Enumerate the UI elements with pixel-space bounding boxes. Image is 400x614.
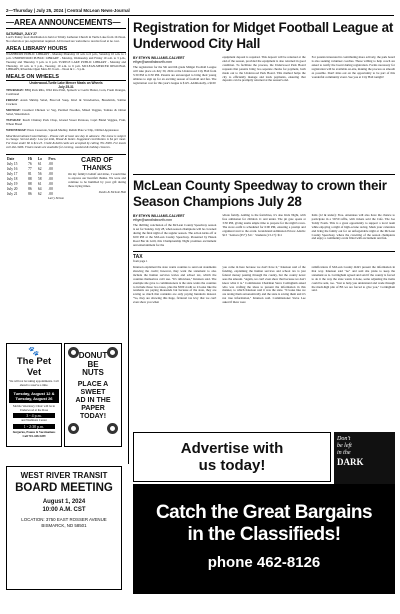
donut-subline: PLACE A SWEET AD IN THE PAPER TODAY! — [75, 380, 111, 420]
donut-headline: DONUT BE NUTS — [78, 351, 108, 377]
meals-dates: July 25-31 — [58, 85, 74, 90]
weather-cell: July 18 — [7, 177, 18, 182]
weather-table — [6, 157, 64, 197]
article-body: equipment deposit is required. This deposit will be returned at the end of the season, provided the equipment is also returned in good condition. To facilitate the process, the Underwood Park Board requests that parents bring two separate checks for payment, both made out to the Underwood Park Board. This method helps the city to efficiently manage and track payments, ensuring that deposits can be promptly returned at the season's end. — [222, 55, 306, 83]
pet-vet-dates: Tuesday, August 12 & Tuesday, August 26 — [9, 389, 59, 403]
article-speedway — [133, 174, 395, 428]
announcements-title: —AREA ANNOUNCEMENTS— — [6, 18, 126, 29]
article-body: The thrilling conclusion of the McLean County Speedway season is set for Sunday, July 28, when season champions will be crowned during the final night of the regular season. The action kicks off at 6:00 PM at the McLean County Speedway. Presented by Hazen Road Bar & Grill, this Championship Night promises excitement and entertainment for the — [133, 223, 217, 247]
article-body: you come in here because we don't have it," Knutson said of the funding, explaining the human services and school tax is just federal money passing through the county, but the county never sees the amount. "Again, we can't even show that because we don't know what it is." Commission Chairman Steve Cottingham asked who was crafting the ideas to present the information in this manner, to which Knutson said it was the state. "It looks like we are taxing them astronomically and the state is saving them and it's not true information," Knutson said. Commissioner Steve Lee asked if there were — [222, 265, 306, 305]
advertise-line-2: us today! — [198, 457, 266, 474]
classifieds-phone: phone 462-8126 — [207, 554, 321, 571]
transit-meeting-notice — [6, 466, 122, 590]
dark-ad-line-4: DARK — [337, 457, 364, 467]
weather-box — [6, 157, 64, 201]
transit-city: BISMARCK, ND 58501 — [41, 523, 87, 528]
pet-vet-services: Surgeries, Exams & Vaccinations — [12, 429, 56, 434]
meal-thursday: THURSDAY: BBQ Pork Ribs, Wild Rice Pilaf, Spinach w/ Garlic Butter, Corn, Fresh Oranges, Cornbread — [6, 88, 126, 97]
thanks-signature: Dustin & Nichole Holt — [98, 189, 126, 194]
weather-header: Lo — [37, 157, 43, 162]
weather-cell: 86 — [28, 187, 32, 192]
donut-icon — [68, 423, 79, 434]
meals-title: MEALS ON WHEELS — [6, 75, 126, 81]
donut-icon — [107, 347, 118, 358]
weather-cell: 62 — [37, 167, 42, 172]
transit-location: LOCATION: 3750 EAST ROSSER AVENUE — [21, 517, 107, 522]
weather-cell: July 17 — [7, 172, 18, 177]
weather-cell: 86 — [28, 192, 32, 197]
weather-cell: .00 — [48, 182, 53, 187]
meal-monday: MONDAY: Creamed Chicken w/ Veg, Parslied Noodles, Mixed Veggies, Tomato & Onion Salad, Watermelon — [6, 107, 126, 116]
pet-vet-phone: Call 701-448-5289 — [22, 433, 46, 438]
pet-vet-text: We will not be taking appointments. Call ahead to reserve a time. — [9, 379, 59, 387]
dark-ad-line-3: in the — [337, 450, 351, 456]
thanks-title: CARD OF THANKS — [81, 157, 113, 173]
weather-cell: .00 — [48, 167, 53, 172]
weather-cell: 88 — [28, 177, 32, 182]
library-hours-text: WASHBURN PUBLIC LIBRARY - Monday-Thursday 10 a.m. to 6 p.m., Saturday 10 a.m. to 1 p.m. UNDERWOOD PUBLIC LIBRARY - Monday, Wednesday and Friday 10 a.m. to 3 p.m., Tuesday and Thursday 3 p.m. to 6 p.m. TURTLE LAKE PUBLIC LIBRARY - Monday and Thursday, 10 a.m. to 5 p.m., Tuesday, 10 a.m. to 6 p.m. MCLEAN-MERCER REGIONAL LIBRARY, Riverdale Open Mon-Fri 9 a.m. - Noon & 1 - 5 p.m. — [6, 51, 126, 72]
weather-header: Hi — [28, 157, 32, 162]
thanks-text: On my family's behalf and mine, I would like to express our heartfelt thanks. We were and continue to be humbled by your gift during these trying times. — [68, 172, 126, 188]
weather-cell: July 19 — [7, 182, 18, 187]
pet-vet-location: Mobile Veterinary Clinic will be in Underwood at the Rose — [12, 404, 56, 412]
weather-cell: July 20 — [7, 187, 18, 192]
weather-cell: .00 — [48, 162, 53, 167]
pet-vet-ad — [6, 343, 62, 447]
donut-icon — [68, 347, 79, 358]
weather-cell: 88 — [28, 182, 32, 187]
article-body: whole family. Adding to the festivities, it's also Kids Night, with free admission for children 11 and under. The pit gate opens at 3:30 PM, giving teams ample time to prepare for the night's races. The stove outfit is scheduled for 6:00 PM, ensuring a prompt and organized start to the event. Grandstand Admission Prices: Adults: $13 · Seniors (65+): $11 · Students (13-17): $11 — [222, 213, 306, 237]
article-football — [133, 20, 395, 170]
meal-friday: FRIDAY: Asian Shrimp Salad, Broccoli Soup, Kiwi & Strawberries, Breadstick, Saltine Crackers — [6, 98, 126, 107]
meals-note: Meal Reservations/Cancellations - Please call at least one day in advance. The menu is subject to change. Served daily: Low fat milk, Bread & butter. Suggested contribution is $4 per meal. For those under 60 is $12.25. Credit & debit cards are accepted by calling 701-3000. For meals call 462-3486. Frozen meals are available for evening, weekend & holiday closures. — [6, 133, 126, 150]
weather-cell: 62 — [37, 192, 42, 197]
tax-jump-title: TAX — [133, 254, 143, 261]
weather-cell: .00 — [48, 187, 53, 192]
dark-ad-line-2: be left — [337, 443, 352, 449]
donut-icon — [107, 423, 118, 434]
donut-ad — [64, 343, 122, 447]
weather-cell: 61 — [37, 162, 42, 167]
meal-tuesday: TUESDAY: Peach Chutney Pork Chop, Glazed Sweet Potatoes, Capri Blend Veggies, Fruit, Wheat Bread — [6, 117, 126, 126]
article-body: Kids (12 & under): Free. Attendees will also have the chance to participate in a 50/50 raffle, with tickets sold the Cafe. The Joe Teddy Foam. This is a great opportunity to support a local team while enjoying a night of high-octane racing. Mark your calendars and bring the family out for an unforgettable night at the McLean County Speedway, where the crowning of the season champions and enjoy a community event filled with excitement and fun. — [311, 213, 395, 241]
weather-cell: July 21 — [7, 192, 18, 197]
weather-cell: 58 — [37, 177, 42, 182]
library-hours-title: AREA LIBRARY HOURS — [6, 47, 126, 53]
article-byline: BY ETHYN WILLIAMS-CALVERT — [133, 56, 185, 60]
pet-vet-time-2: 1 - 2:30 p.m. — [13, 424, 55, 429]
announcement-date: SATURDAY, JULY 27 — [6, 32, 37, 36]
paw-icon: 🐾 — [28, 346, 40, 356]
column-divider — [128, 18, 129, 464]
article-body: Knutson explained the state wants counties to send out statements showing the credit; however, they want the statement to also include the human services levies and school tax, which the counties themselves can't use. "It's ridiculous," Knutson said. The example she gave to commissioners is the state wants the counties to include those two taxes, plus the $500 credit so it looks like the residents are paying thousands but because of the state, they are saving so much that residents are only paying hundreds instead. "So, they are showing this huge, fictional tax levy that we can't even show you when — [133, 265, 217, 305]
article-headline: Registration for Midget Football League at Underwood City Hall — [133, 20, 394, 51]
pet-vet-title: The Pet Vet — [16, 356, 52, 378]
advertise-ad — [133, 432, 331, 482]
weather-cell: .00 — [48, 192, 53, 197]
classifieds-line-1: Catch the Great Bargains — [155, 502, 373, 523]
weather-cell: 61 — [37, 182, 42, 187]
classifieds-ad — [133, 484, 395, 594]
classifieds-line-2: in the Classifieds! — [187, 524, 341, 545]
transit-board-meeting: BOARD MEETING — [15, 482, 113, 494]
announcement-text: Lord's Pantry food distribution is held at Trinity Lutheran Church in Turtle Lake from 10-Noon. No referrals or pre-registration required. All in need are welcome to receive food at no cost. — [6, 35, 126, 43]
advertise-line-1: Advertise with — [180, 440, 284, 457]
weather-cell: .00 — [48, 172, 53, 177]
weather-header: Date — [7, 157, 15, 162]
article-body: For parents interested in contributing more actively, the park board is also seeking volunteer coaches. Those willing to help coach are asked to notify the board during registration. Forms necessary for registration will be available on-site, making the process as smooth as possible. Don't miss out on the opportunity to be part of this wonderful community event. See you at City Hall tonight! — [311, 55, 395, 79]
transit-title: WEST RIVER TRANSIT — [20, 471, 108, 480]
weather-cell: July 16 — [7, 167, 18, 172]
article-body: The registration for the 5th and 6th grade Midget Football League will take place on July 30, 2024 at the Underwood City Hall from 5:30 PM to 6:30 PM. Parents are encouraged to bring their young athletes to sign up for an exciting season of football and fun. The registration cost for this year's league is $125. Additionally, a $100 — [133, 65, 217, 85]
pet-vet-time-1: 3 - 4 p.m. — [13, 413, 55, 418]
meals-subtitle: Underwood-Turtle Lake Mercer Meals on Wheels — [29, 81, 103, 86]
article-email: ethyn@wordinkworth.com — [133, 218, 173, 222]
article-byline: BY ETHYN WILLIAMS-CALVERT — [133, 214, 185, 218]
weather-credit: Larry Nelson — [48, 196, 64, 201]
transit-date: August 1, 2024 — [42, 499, 86, 505]
weather-cell: 64 — [37, 187, 42, 192]
masthead: 2—Thursday | July 25, 2024 | Central McLean News-Journal — [6, 6, 394, 16]
weather-cell: 81 — [28, 172, 32, 177]
article-email: ethyn@wordinkworth.com — [133, 60, 173, 64]
article-body: ramifications if McLean County didn't present the information in that way. Knutson said "no" and said she plans to keep the statement as is. Cottingham agreed and said if the county is forced to do it the way the state wants it done, some adjusting the items could be sent, too. "Just to help you understand and wade through the medi-high pile of BS we are forced to give you," Cottingham said. — [311, 265, 395, 293]
weather-cell: 77 — [28, 167, 32, 172]
weather-cell: 56 — [37, 172, 42, 177]
article-headline: McLean County Speedway to crown their Season Champions July 28 — [133, 178, 387, 209]
weather-cell: July 15 — [7, 162, 18, 167]
dark-ad-line-1: Don't — [337, 436, 351, 442]
card-of-thanks — [68, 157, 126, 201]
tax-jump-from: from page 1 — [133, 259, 148, 264]
pet-vet-and: and Washburn Center — [21, 418, 47, 423]
weather-cell: 76 — [28, 162, 32, 167]
weather-header: Prec. — [48, 157, 57, 162]
transit-time: 10:00 A.M. CST — [42, 507, 86, 513]
weather-cell: .00 — [48, 177, 53, 182]
meal-wednesday: WEDNESDAY: Pizza Casserole, Squash Medley, Relish Plate w/ Dip, Chilled Applesauce — [6, 127, 119, 132]
